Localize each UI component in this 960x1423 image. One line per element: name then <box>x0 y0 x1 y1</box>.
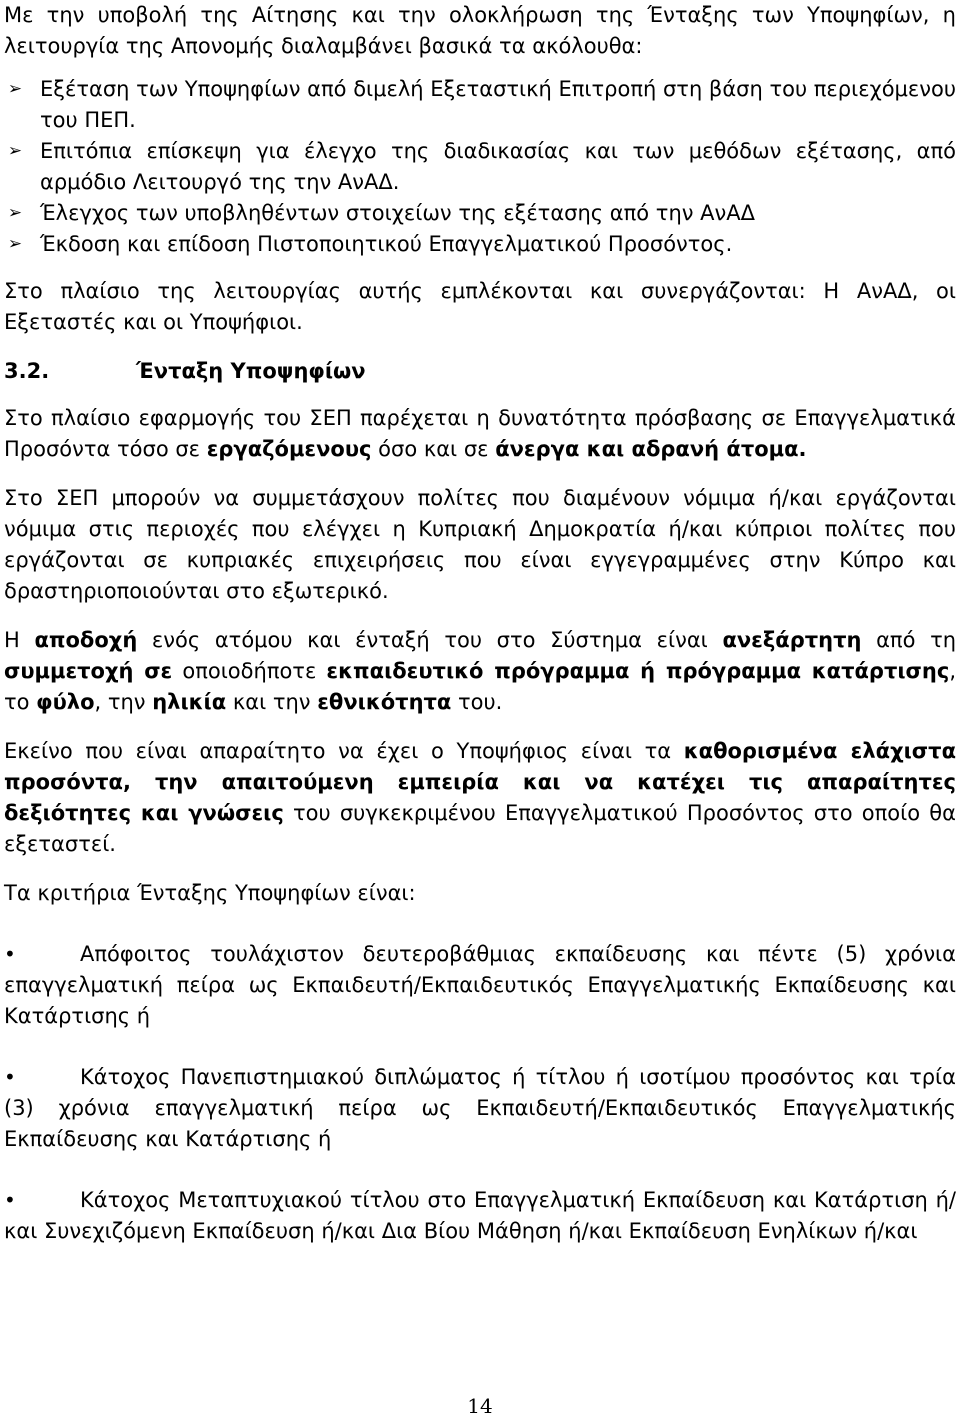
arrowhead-bullet-icon: ➢ <box>7 234 23 254</box>
intro-paragraph: Με την υποβολή της Αίτησης και την ολοκλήρωση της Ένταξης των Υποψηφίων, η λειτουργία της Απονομής διαλαμβάνει βασικά τα ακόλουθα: <box>4 3 956 58</box>
procedure-item-text: Επιτόπια επίσκεψη για έλεγχο της διαδικασίας και των μεθόδων εξέτασης, από αρμόδιο Λειτουργό της την ΑνΑΔ. <box>40 139 956 194</box>
criteria-item-text: Κάτοχος Μεταπτυχιακού τίτλου στο Επαγγελματική Εκπαίδευση και Κατάρτιση ή/και Συνεχιζόμενη Εκπαίδευση ή/και Δια Βίου Μάθηση ή/και Εκπαίδευση Ενηλίκων ή/και <box>4 1188 956 1243</box>
acceptance-paragraph <box>4 625 956 718</box>
bold-text-run: ηλικία <box>152 690 227 714</box>
text-run: , την <box>94 690 153 714</box>
section-number: 3.2. <box>4 359 50 383</box>
bold-text-run: συμμετοχή σε <box>4 659 173 683</box>
section-title: Ένταξη Υποψηφίων <box>136 359 366 383</box>
bold-text-run: αποδοχή <box>34 628 138 652</box>
arrowhead-bullet-icon: ➢ <box>7 203 23 223</box>
document-page <box>4 0 956 1247</box>
bold-text-run: εργαζόμενους <box>206 437 372 461</box>
text-run: και την <box>226 690 318 714</box>
procedure-item-text: Εξέταση των Υποψηφίων από διμελή Εξεταστική Επιτροπή στη βάση του περιεχόμενου του ΠΕΠ. <box>40 77 956 132</box>
text-run: Η <box>4 628 35 652</box>
procedure-list <box>4 74 956 260</box>
criteria-item-text: Απόφοιτος τουλάχιστον δευτεροβάθμιας εκπαίδευσης και πέντε (5) χρόνια επαγγελματική πείρα ως Εκπαιδευτή/Εκπαιδευτικός Επαγγελματικής Εκπαίδευσης και Κατάρτισης ή <box>4 942 956 1028</box>
procedure-item-text: Έκδοση και επίδοση Πιστοποιητικού Επαγγελματικού Προσόντος. <box>40 232 733 256</box>
text-run: του. <box>451 690 503 714</box>
procedure-item <box>4 229 956 260</box>
page-number: 14 <box>467 1394 493 1418</box>
text-run: , το <box>4 659 956 714</box>
round-bullet-icon: • <box>4 1188 16 1212</box>
round-bullet-icon: • <box>4 1065 16 1089</box>
procedure-item <box>4 74 956 136</box>
bold-text-run: ανεξάρτητη <box>722 628 862 652</box>
round-bullet-icon: • <box>4 942 16 966</box>
bold-text-run: εκπαιδευτικό πρόγραμμα ή πρόγραμμα κατάρτισης <box>326 659 950 683</box>
requirements-paragraph <box>4 736 956 860</box>
arrowhead-bullet-icon: ➢ <box>7 79 23 99</box>
text-run: ενός ατόμου και ένταξή του στο Σύστημα είναι <box>137 628 723 652</box>
text-run: από τη <box>861 628 957 652</box>
criteria-intro: Τα κριτήρια Ένταξης Υποψηφίων είναι: <box>4 881 416 905</box>
text-run: του συγκεκριμένου Επαγγελματικού Προσόντος στο οποίο θα εξεταστεί. <box>4 801 956 856</box>
procedure-item-text: Έλεγχος των υποβληθέντων στοιχείων της εξέτασης από την ΑνΑΔ <box>40 201 755 225</box>
participants-paragraph: Στο πλαίσιο της λειτουργίας αυτής εμπλέκονται και συνεργάζονται: Η ΑνΑΔ, οι Εξεταστές και οι Υποψήφιοι. <box>4 279 956 334</box>
procedure-item <box>4 198 956 229</box>
text-run: οποιοδήποτε <box>172 659 327 683</box>
text-run: όσο και σε <box>371 437 496 461</box>
access-paragraph <box>4 403 956 465</box>
arrowhead-bullet-icon: ➢ <box>7 141 23 161</box>
bold-text-run: καθορισμένα ελάχιστα προσόντα, την απαιτούμενη εμπειρία και να κατέχει τις απαραίτητες δεξιότητες και γνώσεις <box>4 739 956 825</box>
bold-text-run: εθνικότητα <box>317 690 452 714</box>
section-heading <box>4 356 956 387</box>
bold-text-run: φύλο <box>36 690 95 714</box>
eligibility-paragraph: Στο ΣΕΠ μπορούν να συμμετάσχουν πολίτες που διαμένουν νόμιμα ή/και εργάζονται νόμιμα στις περιοχές που ελέγχει η Κυπριακή Δημοκρατία ή/και κύπριοι πολίτες που εργάζονται σε κυπριακές επιχειρήσεις που είναι εγγεγραμμένες στην Κύπρο και δραστηριοποιούνται στο εξωτερικό. <box>4 486 956 603</box>
criteria-list <box>4 939 956 1247</box>
bold-text-run: άνεργα και αδρανή άτομα. <box>495 437 807 461</box>
criteria-item <box>4 939 956 1032</box>
text-run: Εκείνο που είναι απαραίτητο να έχει ο Υποψήφιος είναι τα <box>4 739 684 763</box>
criteria-item <box>4 1062 956 1155</box>
criteria-item <box>4 1185 956 1247</box>
criteria-item-text: Κάτοχος Πανεπιστημιακού διπλώματος ή τίτλου ή ισοτίμου προσόντος και τρία (3) χρόνια επαγγελματική πείρα ως Εκπαιδευτή/Εκπαιδευτικός Επαγγελματικής Εκπαίδευσης και Κατάρτισης ή <box>4 1065 956 1151</box>
procedure-item <box>4 136 956 198</box>
text-run: Στο πλαίσιο εφαρμογής του ΣΕΠ παρέχεται η δυνατότητα πρόσβασης σε Επαγγελματικά Προσόντα τόσο σε <box>4 406 956 461</box>
